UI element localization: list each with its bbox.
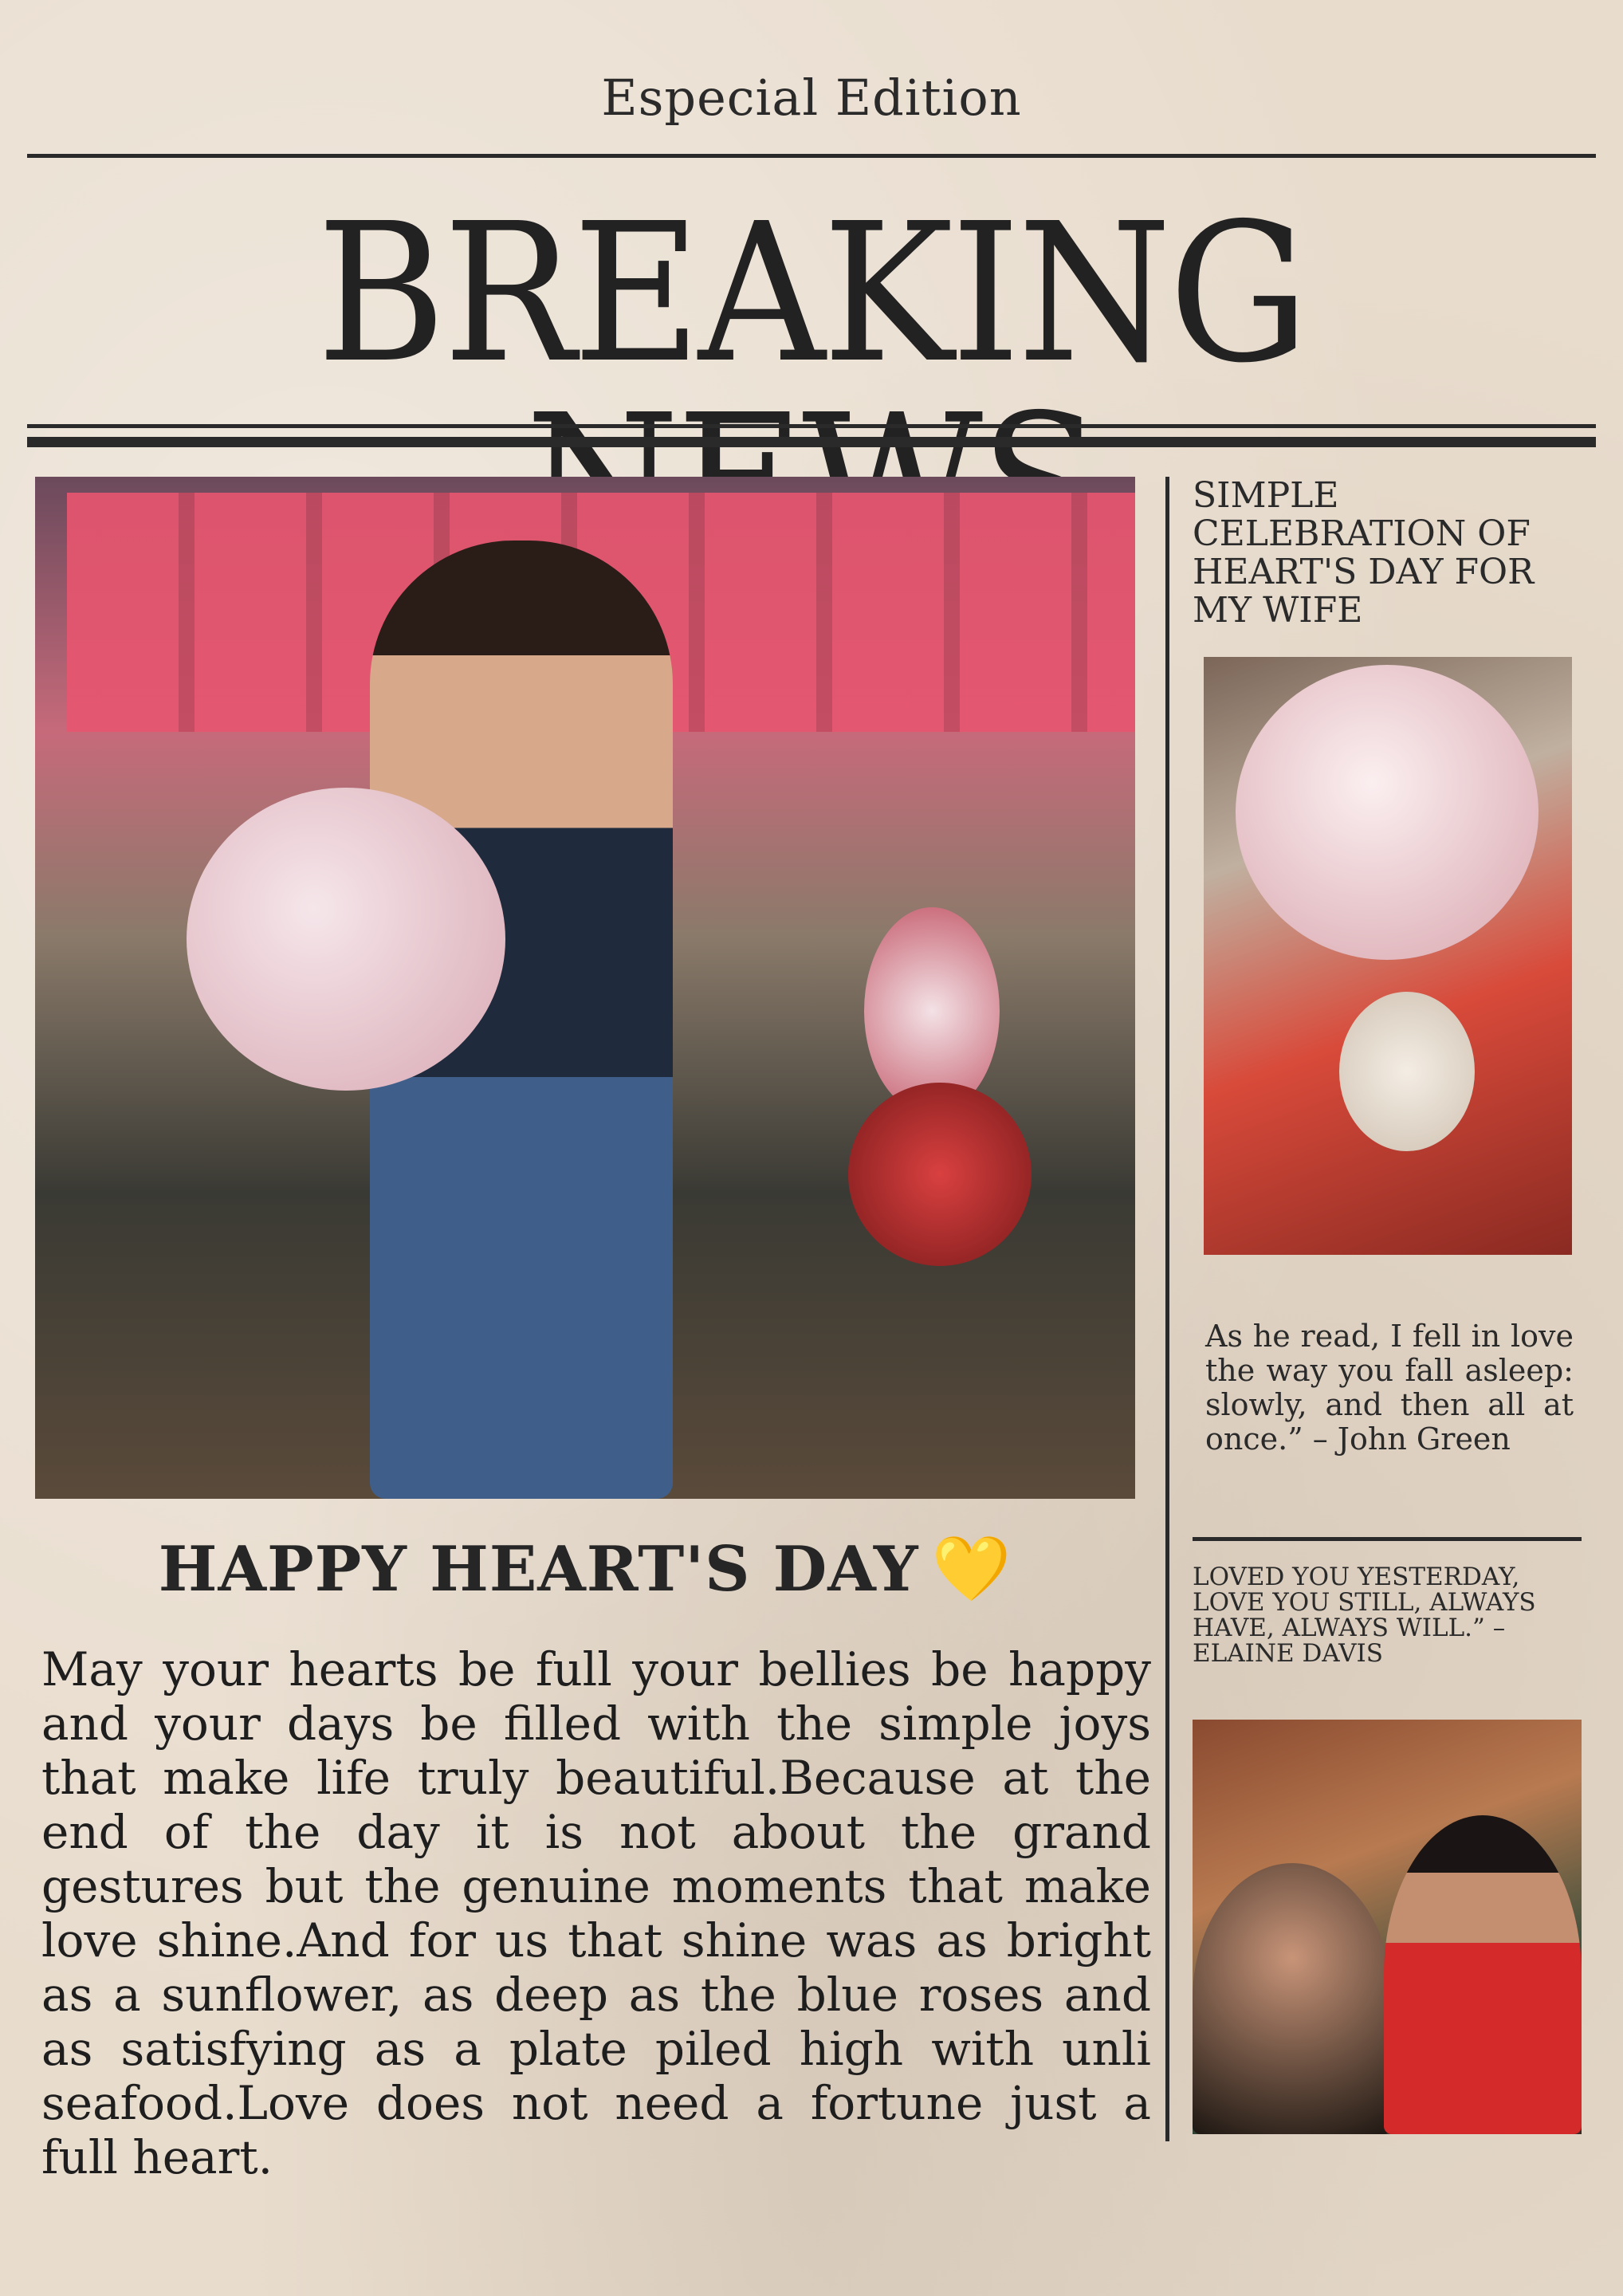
column-divider — [1165, 477, 1169, 2141]
sidebar-heading: SIMPLE CELEBRATION OF HEART'S DAY FOR MY WIFE — [1193, 475, 1535, 631]
edition-label: Especial Edition — [601, 69, 1022, 127]
subheading — [35, 1531, 1135, 1606]
sidebar-rule — [1193, 1537, 1582, 1541]
photo-heart-balloon — [1236, 665, 1539, 960]
heart-icon: 💛 — [931, 1531, 1012, 1606]
headline-rule-thick — [27, 437, 1596, 447]
sidebar-quote-green: As he read, I fell in love the way you fall asleep: slowly, and then all at once.” – John Green — [1205, 1319, 1574, 1457]
subheading-text: HAPPY HEART'S DAY — [158, 1533, 919, 1606]
photo-heart-balloon — [187, 788, 505, 1091]
photo-teddy-bear — [1339, 992, 1475, 1151]
headline: BREAKING — [316, 182, 1307, 405]
sidebar-photo-couple — [1193, 1720, 1582, 2134]
article-body: May your hearts be full your bellies be happy and your days be filled with the simple joys that make life truly beautiful.Because at the end of the day it is not about the grand gestures but the genuine moments that make love shine.And for us that shine was as bright as a sunflower, as deep as the blue roses and as satisfying as a plate piled high with unli seafood.Love does not need a fortune just a full heart. — [41, 1642, 1151, 2184]
photo-person — [1193, 1863, 1392, 2134]
top-rule — [27, 154, 1596, 158]
photo-person — [1384, 1815, 1582, 2134]
photo-balloon — [848, 1083, 1032, 1266]
sidebar-photo-gifts — [1204, 657, 1572, 1255]
headline-rule-thin — [27, 424, 1596, 428]
sidebar-quote-davis: LOVED YOU YESTERDAY, LOVE YOU STILL, ALWAYS HAVE, ALWAYS WILL.” – ELAINE DAVIS — [1193, 1563, 1536, 1668]
main-photo — [35, 477, 1135, 1499]
